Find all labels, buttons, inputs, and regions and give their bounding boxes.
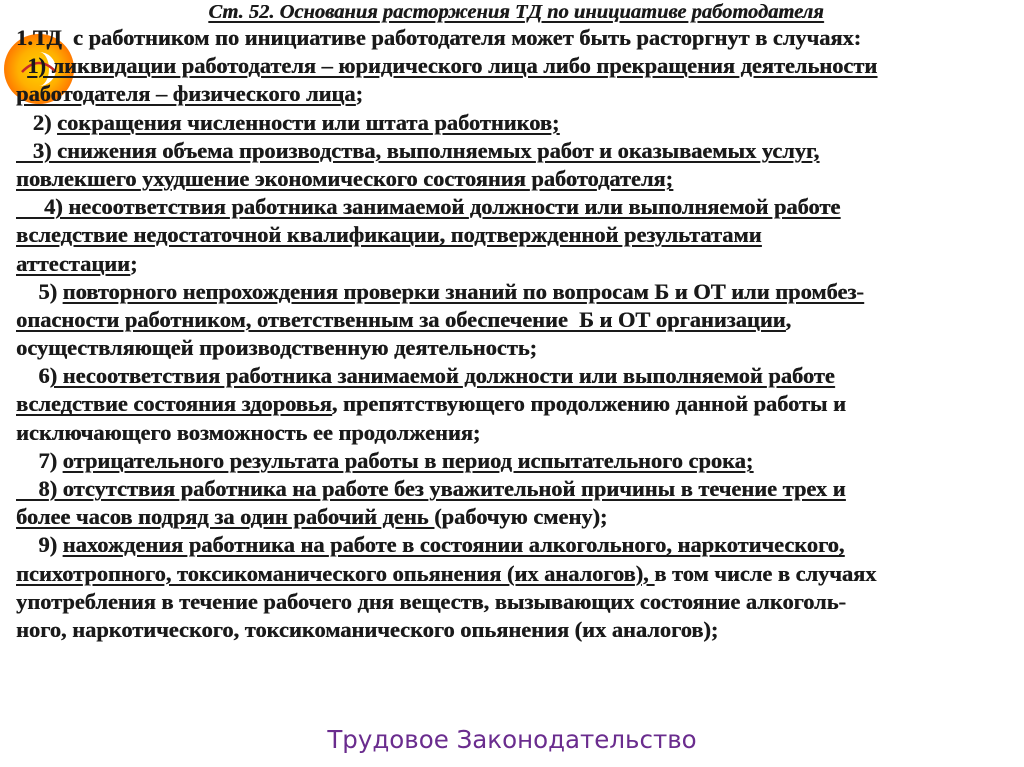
article-text [16, 0, 1016, 712]
article-line [16, 306, 1016, 334]
line-pre: 6 [16, 363, 50, 389]
article-title: Ст. 52. Основания расторжения ТД по инициативе работодателя [208, 1, 824, 23]
article-body [16, 24, 1016, 644]
line-u: ) несоответствия работника занимаемой должности или выполняемой работе [49, 363, 835, 389]
article-line [16, 137, 1016, 165]
line-pre: 2) [16, 109, 58, 135]
line-pre: 7) [16, 447, 63, 473]
line-post: в том числе в случаях [654, 560, 877, 586]
line-u: 3) снижения объема производства, выполняемых работ и оказываемых услуг, [16, 137, 820, 163]
line-u: вследствие состояния здоровья [16, 391, 332, 417]
article-line [16, 447, 1016, 475]
line-u: психотропного, токсикоманического опьянения (их аналогов), [16, 560, 655, 586]
article-line [16, 109, 1016, 137]
article-line [16, 52, 1016, 80]
line-u: сокращения численности или штата работников; [57, 109, 560, 135]
line-u: повлекшего ухудшение экономического состояния работодателя; [16, 165, 673, 191]
line-pre [16, 53, 27, 78]
line-post: , [785, 306, 792, 332]
line-pre: 9) [16, 532, 63, 558]
line-post: , препятствующего продолжению данной работы и [331, 391, 846, 417]
article-line [16, 362, 1016, 390]
article-line [16, 503, 1016, 531]
line-u: аттестации [16, 250, 130, 276]
article-line [16, 165, 1016, 193]
line-pre: употребления в течение рабочего дня веществ, вызывающих состояние алкоголь- [16, 588, 846, 614]
footer-caption: Трудовое Законодательство [327, 725, 697, 754]
line-pre: исключающего возможность ее продолжения; [16, 419, 481, 445]
line-u: более часов подряд за один рабочий день [16, 504, 435, 530]
line-post: (рабочую смену); [434, 504, 608, 530]
line-u: 8) отсутствия работника на работе без уважительной причины в течение трех и [16, 476, 846, 501]
line-u: нахождения работника на работе в состоянии алкогольного, наркотического, [62, 532, 845, 558]
article-line [16, 334, 1016, 362]
article-line [16, 278, 1016, 306]
article-line [16, 419, 1016, 447]
line-pre: ного, наркотического, токсикоманического опьянения (их аналогов); [16, 616, 719, 642]
article-line [16, 588, 1016, 616]
line-u: повторного непрохождения проверки знаний по вопросам Б и ОТ или промбез- [62, 278, 864, 304]
article-line [16, 531, 1016, 559]
article-line [16, 250, 1016, 278]
line-pre: 1.ТД с работником по инициативе работодателя может быть расторгнут в случаях: [16, 25, 862, 50]
article-line [16, 80, 1016, 108]
article-line [16, 390, 1016, 418]
line-post: ; [129, 250, 138, 276]
line-u: вследствие недостаточной квалификации, подтвержденной результатами [16, 222, 762, 248]
line-pre: 5) [16, 278, 63, 304]
article-line [16, 221, 1016, 249]
line-pre: осуществляющей производственную деятельность; [16, 335, 537, 361]
line-u: 1) ликвидации работодателя – юридического лица либо прекращения деятельности [27, 53, 878, 79]
article-line [16, 616, 1016, 644]
line-u: опасности работником, ответственным за обеспечение Б и ОТ организации [16, 306, 786, 332]
line-post: ; [355, 81, 363, 107]
article-line [16, 475, 1016, 503]
line-u: работодателя – физического лица [16, 81, 356, 107]
article-line [16, 24, 1016, 52]
article-line [16, 193, 1016, 221]
line-u: 4) несоответствия работника занимаемой должности или выполняемой работе [16, 194, 841, 220]
article-line [16, 560, 1016, 588]
line-u: отрицательного результата работы в период испытательного срока; [62, 447, 754, 473]
